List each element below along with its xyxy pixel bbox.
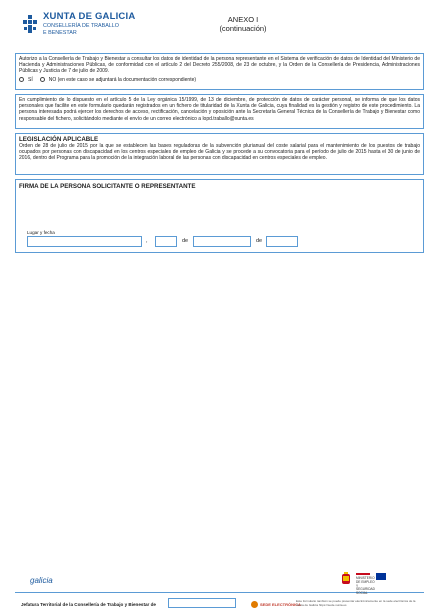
xunta-cross-logo-icon [22, 15, 38, 33]
authorization-text: Autorizo a la Consellería de Trabajo y Bienestar a consultar los datos de identidad de la persona representante en el Sistema de verificación de datos de Identidad del Ministerio de Hacienda y Administraciones Públicas, de conformidad con el artículo 2 del Decreto 255/2008, de 23 de octubre, y la Orden de la Consellería de Presidencia, Administraciones Públicas y Justicia de 7 de julio de 2009. [19, 56, 420, 75]
office-label: Jefatura Territorial de la Consellería de Trabajo y Bienestar de [21, 602, 156, 607]
no-label: NO (en este caso se adjuntará la documentación correspondiente) [48, 76, 197, 83]
office-province-field[interactable] [168, 598, 236, 608]
no-radio[interactable] [40, 77, 45, 82]
day-field[interactable] [155, 236, 177, 247]
electronic-office-label: SEDE ELECTRÓNICA [260, 602, 301, 607]
de-separator-1: de [182, 238, 189, 244]
month-field[interactable] [193, 236, 251, 247]
yes-label: SÍ [28, 76, 33, 83]
annex-subtitle: (continuación) [219, 24, 267, 33]
authorization-options [16, 77, 423, 85]
authorization-section [15, 53, 424, 90]
annex-heading [193, 15, 293, 33]
logo-title: XUNTA DE GALICIA [43, 11, 136, 22]
place-field[interactable] [27, 236, 142, 247]
electronic-office-logo [251, 601, 301, 608]
year-field[interactable] [266, 236, 298, 247]
data-protection-section [15, 94, 424, 129]
yes-radio[interactable] [19, 77, 24, 82]
electronic-office-icon [251, 601, 258, 608]
data-protection-text: En cumplimiento de lo dispuesto en el artículo 5 de la Ley orgánica 15/1999, de 13 de diciembre, de protección de datos de carácter personal, se informa de que los datos personales que facilite en este formulario quedarán registrados en un fichero de titularidad de la Xunta de Galicia, cuya finalidad es la gestión y registro de este procedimiento. La persona interesada podrá ejercer los derechos de acceso, rectificación, cancelación y oposición ante la Secretaría General Técnica de la Consellería de Trabajo y Bienestar como responsable del fichero, solicitándolo mediante el envío de un correo electrónico a lopd.traballo@xunta.es [19, 97, 420, 122]
legislation-section [15, 133, 424, 175]
electronic-note: Este formulario también se puede presentar electrónicamente en la sede electrónica de la Xunta de Galicia https://sede.xunta.es [296, 599, 416, 607]
signature-title: FIRMA DE LA PERSONA SOLICITANTE O REPRESENTANTE [19, 183, 196, 190]
eu-flag-icon [376, 573, 386, 580]
comma-separator: , [146, 238, 148, 244]
spain-coat-of-arms-icon [340, 572, 352, 586]
ministry-label: MINISTERIO DE EMPLEO Y SEGURIDAD SOCIAL [356, 576, 375, 596]
legislation-title: LEGISLACIÓN APLICABLE [19, 136, 99, 143]
logo-subtitle-line-1: CONSELLERÍA DE TRABALLO [43, 23, 119, 29]
place-date-label: Lugar y fecha [27, 230, 55, 235]
legislation-text: Orden de 28 de julio de 2015 por la que se establecen las bases reguladoras de la subvención plurianual del coste salarial para el mantenimiento de los puestos de trabajo ocupados por personas con discapacidad en los centros especiales de empleo de Galicia y se procede a su convocatoria para el período de julio de 2015 hasta el 30 de junio de 2016, dentro del Programa para la promoción de la integración laboral de las personas con discapacidad en centros especiales de empleo. [19, 143, 420, 162]
galicia-brand-logo: galicia [30, 576, 53, 585]
de-separator-2: de [256, 238, 263, 244]
logo-subtitle-line-2: E BENESTAR [43, 29, 77, 36]
spain-flag-icon [356, 573, 370, 575]
annex-title: ANEXO I [227, 15, 259, 24]
logo-subtitle [43, 23, 119, 36]
